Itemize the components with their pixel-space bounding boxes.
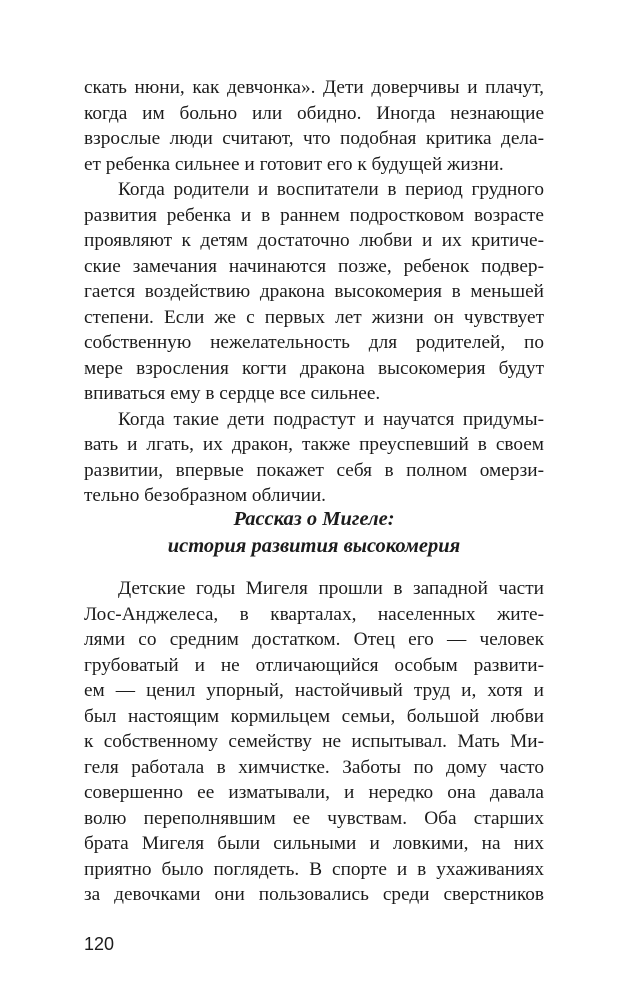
text-line: брата Мигеля были сильными и ловкими, на них <box>84 833 544 854</box>
section-heading-line-2: история развития высокомерия <box>167 535 461 557</box>
text-line: ет ребенка сильнее и готовит его к будущей жизни. <box>84 153 504 175</box>
text-line: проявляют к детям достаточно любви и их критиче- <box>84 230 544 251</box>
text-line: ем — ценил упорный, настойчивый труд и, хотя и <box>84 680 544 701</box>
text-line: за девочками они пользовались среди сверстников <box>84 884 544 905</box>
text-line: приятно было поглядеть. В спорте и в ухаживаниях <box>84 858 544 880</box>
body-text-before-heading <box>84 75 544 509</box>
text-line: был настоящим кормильцем семьи, большой любви <box>84 705 544 727</box>
text-line: лями со средним достатком. Отец его — человек <box>84 629 544 650</box>
text-line: волю переполнявшим ее чувствам. Оба старших <box>84 807 544 829</box>
text-line: мере взросления когти дракона высокомерия будут <box>84 357 544 379</box>
text-line: гается воздействию дракона высокомерия в меньшей <box>84 281 544 302</box>
text-line: совершенно ее изматывали, и нередко она давала <box>84 782 544 803</box>
text-line: Когда такие дети подрастут и научатся придумы- <box>118 408 544 430</box>
text-line: Лос-Анджелеса, в кварталах, населенных жите- <box>84 603 544 625</box>
text-line: взрослые люди считают, что подобная критика дела- <box>84 128 544 149</box>
text-line: ские замечания начинаются позже, ребенок подвер- <box>84 255 544 277</box>
text-line: Детские годы Мигеля прошли в западной части <box>118 578 544 599</box>
text-line: геля работала в химчистке. Заботы по дому часто <box>84 756 544 778</box>
text-line: к собственному семейству не испытывал. Мать Ми- <box>84 731 544 752</box>
section-heading-line-1: Рассказ о Мигеле: <box>233 508 395 530</box>
text-line: развития ребенка и в раннем подростковом возрасте <box>84 204 544 226</box>
text-line: степени. Если же с первых лет жизни он чувствует <box>84 306 544 328</box>
section-heading <box>84 506 544 560</box>
text-line: скать нюни, как девчонка». Дети доверчивы и плачут, <box>84 77 544 98</box>
text-line: вать и лгать, их дракон, также преуспевший в своем <box>84 434 544 455</box>
text-line: когда им больно или обидно. Иногда незнающие <box>84 102 544 124</box>
text-line: тельно безобразном обличии. <box>84 485 326 506</box>
text-line: собственную нежелательность для родителей, по <box>84 332 544 353</box>
text-line: грубоватый и не отличающийся особым развити- <box>84 654 544 676</box>
page-number: 120 <box>84 934 115 954</box>
text-line: Когда родители и воспитатели в период грудного <box>118 179 544 200</box>
text-line: развитии, впервые покажет себя в полном омерзи- <box>84 459 544 481</box>
text-line: впиваться ему в сердце все сильнее. <box>84 383 381 404</box>
body-text-after-heading <box>84 576 544 908</box>
